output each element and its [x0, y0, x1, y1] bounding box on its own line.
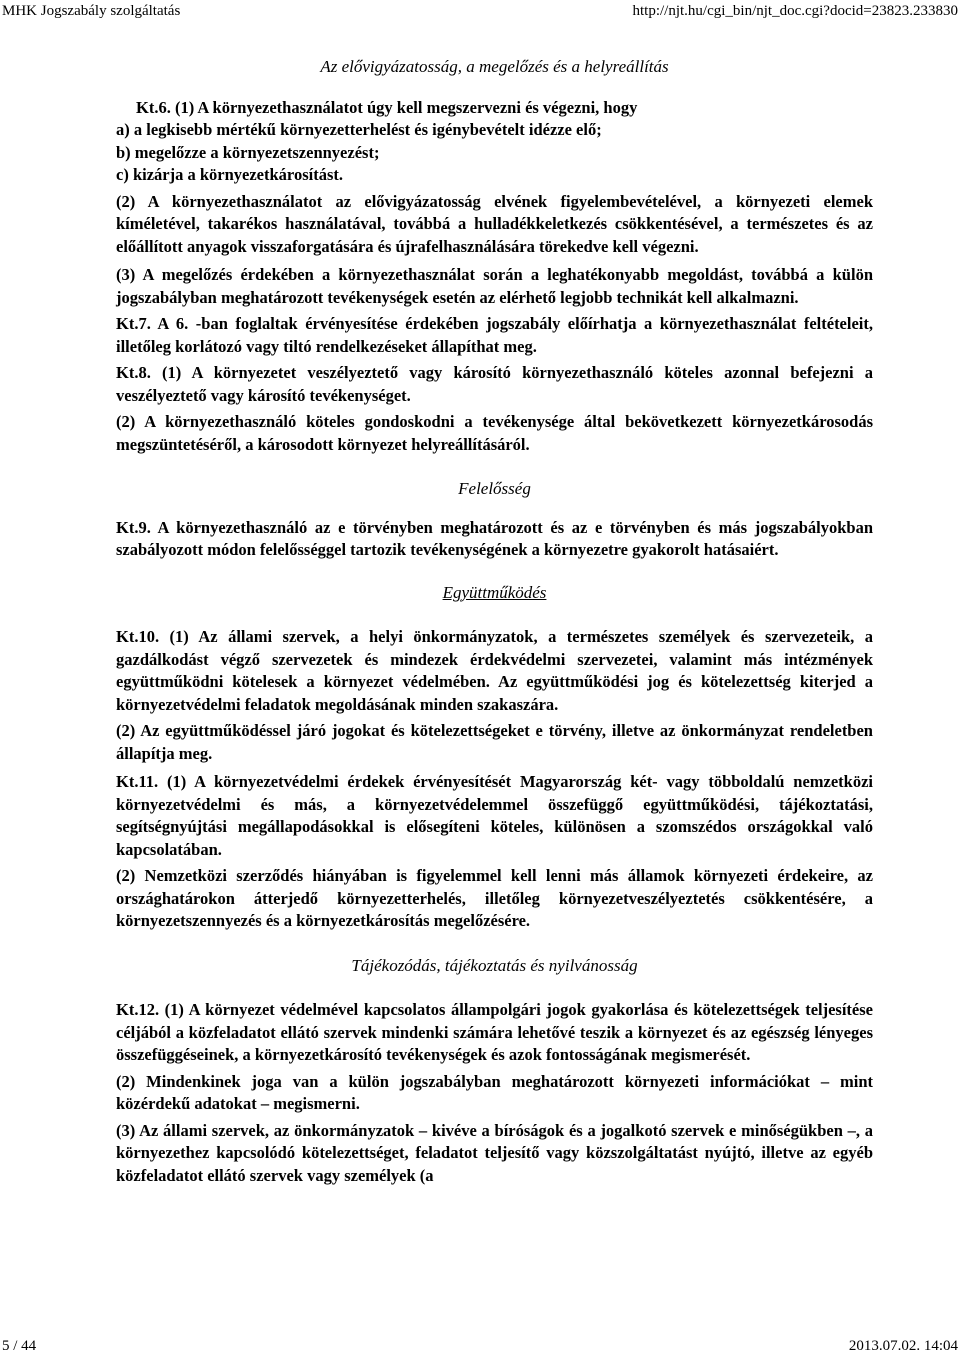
paragraph-kt8-1: Kt.8. (1) A környezetet veszélyeztető vagy károsító környezethasználó köteles azonnal befejezni a veszélyeztető vagy károsító tevékenységet. — [116, 363, 873, 405]
paragraph-kt6-1a: a) a legkisebb mértékű környezetterhelést és igénybevételt idézze elő; — [116, 120, 602, 139]
section-heading-cooperation: Együttműködés — [442, 582, 547, 602]
page-footer — [0, 1336, 960, 1356]
paragraph-kt11-2: (2) Nemzetközi szerződés hiányában is figyelemmel kell lenni más államok környezeti érdekeire, az országhatárokon átterjedő környezetterhelés, illetőleg környezetveszélyeztetés csökkentésére, a környezetszennyezés és a környezetkárosítás megelőzésére. — [116, 866, 873, 930]
header-url: http://njt.hu/cgi_bin/njt_doc.cgi?docid=23823.233830 — [632, 3, 958, 19]
paragraph-kt10-1: Kt.10. (1) Az állami szervek, a helyi önkormányzatok, a természetes személyek és szervezeteik, a gazdálkodást végző szervezetek és mindezek érdekvédelmi szervezetei, valamint más intézmények együttműködni kötelesek a környezet védelmében. Az együttműködési jog és kötelezettség kiterjed a környezetvédelmi feladatok megoldásának minden szakaszára. — [116, 627, 873, 714]
paragraph-kt9: Kt.9. A környezethasználó az e törvényben meghatározott és az e törvényben és más jogszabályokban szabályozott módon felelősséggel tartozik tevékenységének a környezetre gyakorolt hatásaiért. — [116, 517, 873, 559]
paragraph-kt12-2: (2) Mindenkinek joga van a külön jogszabályban meghatározott környezeti információkat – mint közérdekű adatokat – megismerni. — [116, 1071, 873, 1113]
section-heading-precaution: Az elővigyázatosság, a megelőzés és a helyreállítás — [320, 57, 669, 76]
print-timestamp: 2013.07.02. 14:04 — [848, 1338, 958, 1354]
paragraph-kt8-2: (2) A környezethasználó köteles gondoskodni a tevékenysége által bekövetkezett környezetkárosodás megszüntetéséről, a károsodott környezet helyreállításáról. — [116, 412, 873, 454]
paragraph-kt11-1: Kt.11. (1) A környezetvédelmi érdekek érvényesítését Magyarország két- vagy többoldalú nemzetközi környezetvédelmi és más, a környezetvédelemmel összefüggő együttműködési, tájékoztatási, segítségnyújtási megállapodásokkal is elősegíteni köteles, különösen a szomszédos országokkal való kapcsolatában. — [116, 772, 873, 859]
header-source: MHK Jogszabály szolgáltatás — [2, 3, 181, 19]
paragraph-kt6-2: (2) A környezethasználatot az elővigyázatosság elvének figyelembevételével, a környezeti elemek kíméletével, takarékos használatával, továbbá a hulladékkeletkezés csökkentésével, a természetes és az előállított anyagok visszaforgatására és újrafelhasználására törekedve kell végezni. — [116, 191, 873, 256]
paragraph-kt10-2: (2) Az együttműködéssel járó jogokat és kötelezettségeket e törvény, illetve az önkormányzat rendeletben állapítja meg. — [116, 721, 873, 763]
document-body — [116, 56, 873, 1187]
paragraph-kt12-1: Kt.12. (1) A környezet védelmével kapcsolatos állampolgári jogok gyakorlása és kötelezettségek teljesítése céljából a közfeladatot ellátó szervek mindenki számára lehetővé teszik a környezet és az egészség lényeges összefüggéseinek, a környezetkárosító tevékenységek és azok fontosságának megismerését. — [116, 1000, 873, 1064]
section-heading-information: Tájékozódás, tájékoztatás és nyilvánosság — [351, 955, 638, 975]
paragraph-kt7: Kt.7. A 6. -ban foglaltak érvényesítése érdekében jogszabály előírhatja a környezethasználat feltételeit, illetőleg korlátozó vagy tiltó rendelkezéseket állapíthat meg. — [116, 314, 873, 356]
paragraph-kt6-1b: b) megelőzze a környezetszennyezést; — [116, 142, 380, 162]
section-heading-liability: Felelősség — [458, 479, 531, 498]
paragraph-kt6-3: (3) A megelőzés érdekében a környezethasználat során a leghatékonyabb megoldást, továbbá a külön jogszabályban meghatározott tevékenységek esetén az elérhető legjobb technikát kell alkalmazni. — [116, 265, 873, 307]
paragraph-kt6-1: Kt.6. (1) A környezethasználatot úgy kell megszervezni és végezni, hogy — [136, 97, 638, 117]
paragraph-kt12-3: (3) Az állami szervek, az önkormányzatok – kivéve a bíróságok és a jogalkotó szervek e minőségükben –, a környezethez kapcsolódó kötelezettséget, feladatot teljesítő vagy közszolgáltatást nyújtó, illetve az egyéb közfeladatot ellátó szervek vagy személyek (a — [116, 1120, 873, 1185]
paragraph-kt6-1c: c) kizárja a környezetkárosítást. — [116, 165, 343, 184]
page-number: 5 / 44 — [2, 1338, 37, 1354]
page-header — [0, 0, 960, 22]
